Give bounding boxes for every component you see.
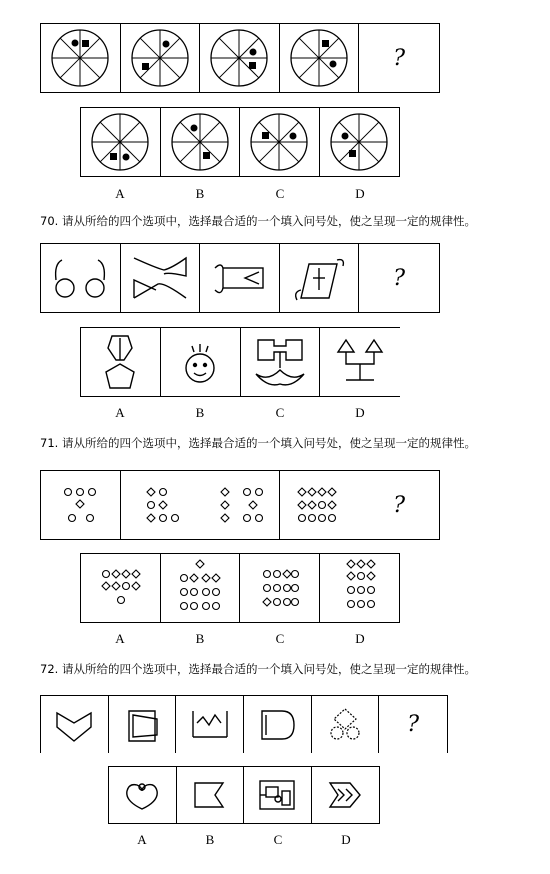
- q69-question-cell[interactable]: [359, 24, 439, 92]
- q71-figure-3: [280, 471, 360, 539]
- hexagon-pentagon-figure: [88, 330, 152, 394]
- q72-options-row: [108, 766, 380, 824]
- pentagon-notch-figure: [49, 703, 99, 747]
- q70-option-c[interactable]: [241, 328, 321, 396]
- flag-figure: [185, 773, 235, 817]
- option-label-a: A: [137, 832, 147, 847]
- triangles-stand-figure: [328, 330, 392, 394]
- q72-figure-2: [109, 696, 177, 753]
- d-shape-figure: [252, 703, 302, 747]
- dots-figure: [327, 556, 391, 620]
- q72-figure-3: [176, 696, 244, 753]
- smiley-face-figure: [168, 330, 232, 394]
- dots-figure: [290, 480, 350, 530]
- q69-option-d[interactable]: [320, 108, 400, 176]
- option-label-d: D: [355, 631, 365, 646]
- q69-options-row: [80, 107, 400, 177]
- parallelogram-figure: [287, 250, 351, 306]
- q70-option-a[interactable]: [81, 328, 161, 396]
- q71-option-a[interactable]: [81, 554, 161, 622]
- option-label-c: C: [273, 832, 283, 847]
- q72-prompt: 72. 请从所给的四个选项中，选择最合适的一个填入问号处，使之呈现一定的规律性。: [40, 662, 476, 676]
- question-mark: ?: [393, 492, 406, 518]
- option-label-b: B: [195, 405, 205, 420]
- q69-figure-4: [280, 24, 360, 92]
- q70-option-labels: [80, 405, 400, 421]
- hexagon-glasses-figure: [320, 703, 370, 747]
- dots-figure: [50, 480, 110, 530]
- q69-figure-3: [200, 24, 280, 92]
- q71-question-cell[interactable]: [359, 471, 439, 539]
- box-arrow-figure: [207, 250, 271, 306]
- question-mark: ?: [407, 712, 420, 737]
- option-label-d: D: [355, 186, 365, 201]
- q70-option-b[interactable]: [161, 328, 241, 396]
- q69-question-row: [40, 23, 440, 93]
- option-label-a: A: [115, 186, 125, 201]
- wheel-figure: [207, 26, 271, 90]
- squares-boat-figure: [248, 330, 312, 394]
- dots-figure: [168, 556, 232, 620]
- wheel-figure: [287, 26, 351, 90]
- q71-option-c[interactable]: [240, 554, 320, 622]
- q69-figure-2: [121, 24, 201, 92]
- dots-figure: [88, 558, 152, 618]
- wheel-figure: [327, 110, 391, 174]
- wheel-figure: [88, 110, 152, 174]
- option-label-c: C: [275, 186, 285, 201]
- option-label-c: C: [275, 405, 285, 420]
- q70-figure-4: [280, 244, 360, 312]
- question-mark: ?: [393, 45, 406, 71]
- q71-prompt: 71. 请从所给的四个选项中，选择最合适的一个填入问号处，使之呈现一定的规律性。: [40, 436, 476, 450]
- q69-option-b[interactable]: [161, 108, 241, 176]
- q72-option-d[interactable]: [312, 767, 380, 823]
- q72-option-a[interactable]: [109, 767, 177, 823]
- q72-figure-1: [41, 696, 109, 753]
- q70-figure-1: [41, 244, 121, 312]
- q71-option-b[interactable]: [161, 554, 241, 622]
- option-label-c: C: [275, 631, 285, 646]
- option-label-a: A: [115, 631, 125, 646]
- trapezoid-figure: [117, 703, 167, 747]
- q71-question-row: [40, 470, 440, 540]
- glasses-figure: [48, 250, 112, 306]
- q70-question-row: [40, 243, 440, 313]
- q71-figure-2: [121, 471, 280, 539]
- wheel-figure: [128, 26, 192, 90]
- dots-figure: [125, 480, 275, 530]
- wheel-figure: [168, 110, 232, 174]
- wheel-figure: [48, 26, 112, 90]
- q69-figure-1: [41, 24, 121, 92]
- q70-options-row: [80, 327, 400, 397]
- q72-question-row: [40, 695, 448, 753]
- q70-option-d[interactable]: [320, 328, 400, 396]
- q71-options-row: [80, 553, 400, 623]
- box-circle-figure: [252, 773, 302, 817]
- double-chevron-figure: [320, 773, 370, 817]
- q72-option-c[interactable]: [244, 767, 312, 823]
- q69-option-labels: [80, 186, 400, 202]
- wheel-figure: [247, 110, 311, 174]
- dots-figure: [247, 558, 311, 618]
- q71-option-d[interactable]: [320, 554, 400, 622]
- bowtie-figure: [128, 250, 192, 306]
- q71-option-labels: [80, 631, 400, 647]
- q69-option-c[interactable]: [240, 108, 320, 176]
- q70-question-cell[interactable]: [359, 244, 439, 312]
- question-mark: ?: [393, 265, 406, 291]
- q70-figure-2: [121, 244, 201, 312]
- option-label-d: D: [355, 405, 365, 420]
- q72-figure-4: [244, 696, 312, 753]
- option-label-d: D: [341, 832, 351, 847]
- q71-figure-1: [41, 471, 121, 539]
- option-label-b: B: [195, 186, 205, 201]
- q70-prompt: 70. 请从所给的四个选项中，选择最合适的一个填入问号处，使之呈现一定的规律性。: [40, 214, 476, 228]
- q72-option-b[interactable]: [177, 767, 245, 823]
- option-label-a: A: [115, 405, 125, 420]
- zigzag-figure: [185, 703, 235, 747]
- q72-question-cell[interactable]: [379, 696, 447, 753]
- option-label-b: B: [195, 631, 205, 646]
- q72-figure-5: [312, 696, 380, 753]
- q69-option-a[interactable]: [81, 108, 161, 176]
- q72-option-labels: [108, 832, 380, 848]
- q70-figure-3: [200, 244, 280, 312]
- heart-figure: [117, 773, 167, 817]
- option-label-b: B: [205, 832, 215, 847]
